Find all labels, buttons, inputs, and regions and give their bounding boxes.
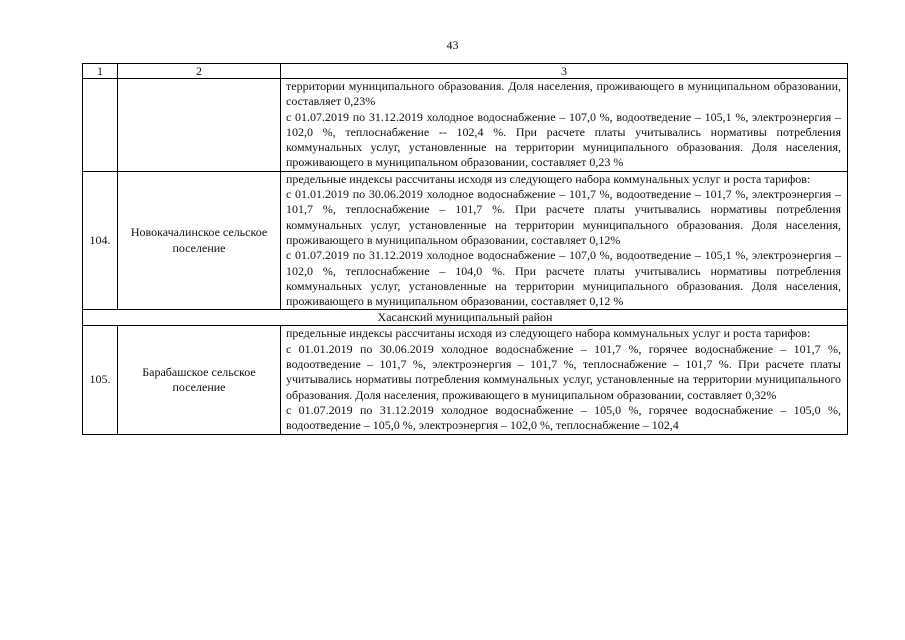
description-paragraph: с 01.07.2019 по 31.12.2019 холодное водоснабжение – 107,0 %, водоотведение – 105,1 %, электроэнергия – 102,0 %, теплоснабжение – 104,0 %. При расчете платы учитывались нормативы потребления коммунальных услуг, установленные на территории муниципального образования. Доля населения, проживающего в муниципальном образовании, составляет 0,12 % xyxy=(286,248,841,309)
municipality-name xyxy=(118,79,281,172)
header-col-2: 2 xyxy=(118,64,281,79)
table-row-continuation xyxy=(83,79,848,172)
tariff-table xyxy=(82,63,848,435)
section-row xyxy=(83,310,848,326)
description-paragraph: территории муниципального образования. Доля населения, проживающего в муниципальном образовании, составляет 0,23% xyxy=(286,79,841,109)
municipality-name xyxy=(118,326,281,434)
tariff-description xyxy=(281,79,848,172)
table-row-104 xyxy=(83,171,848,310)
tariff-description xyxy=(281,171,848,310)
table-row-105 xyxy=(83,326,848,434)
header-col-3: 3 xyxy=(281,64,848,79)
header-col-1: 1 xyxy=(83,64,118,79)
municipality-name xyxy=(118,171,281,310)
municipality-name-text: Новокачалинское сельское поселение xyxy=(130,225,268,255)
municipality-name-text: Барабашское сельское поселение xyxy=(142,364,256,394)
page-number: 43 xyxy=(446,38,459,52)
description-paragraph: предельные индексы рассчитаны исходя из следующего набора коммунальных услуг и роста тарифов: xyxy=(286,171,811,186)
description-paragraph: предельные индексы рассчитаны исходя из следующего набора коммунальных услуг и роста тарифов: xyxy=(286,326,811,341)
row-number: 104. xyxy=(83,171,118,310)
section-title: Хасанский муниципальный район xyxy=(83,310,848,326)
tariff-description xyxy=(281,326,848,434)
table-header-row xyxy=(83,64,848,79)
description-paragraph: с 01.01.2019 по 30.06.2019 холодное водоснабжение – 101,7 %, горячее водоснабжение – 101,7 %, водоотведение – 101,7 %, электроэнергия – 101,7 %, теплоснабжение – 101,7 %. При расчете платы учитывались нормативы потребления коммунальных услуг, установленные на территории муниципального образования. Доля населения, проживающего в муниципальном образовании, составляет 0,32% xyxy=(286,341,841,402)
row-number xyxy=(83,79,118,172)
row-number: 105. xyxy=(83,326,118,434)
description-paragraph: с 01.07.2019 по 31.12.2019 холодное водоснабжение – 107,0 %, водоотведение – 105,1 %, электроэнергия – 102,0 %, теплоснабжение -- 102,4 %. При расчете платы учитывались нормативы потребления коммунальных услуг, установленные на территории муниципального образования. Доля населения, проживающего в муниципальном образовании, составляет 0,23 % xyxy=(286,109,841,170)
description-paragraph: с 01.01.2019 по 30.06.2019 холодное водоснабжение – 101,7 %, водоотведение – 101,7 %, электроэнергия – 101,7 %, теплоснабжение – 101,7 %. При расчете платы учитывались нормативы потребления коммунальных услуг, установленные на территории муниципального образования. Доля населения, проживающего в муниципальном образовании, составляет 0,12% xyxy=(286,187,841,247)
description-paragraph: с 01.07.2019 по 31.12.2019 холодное водоснабжение – 105,0 %, горячее водоснабжение – 105,0 %, водоотведение – 105,0 %, электроэнергия – 102,0 %, теплоснабжение – 102,4 xyxy=(286,402,841,433)
